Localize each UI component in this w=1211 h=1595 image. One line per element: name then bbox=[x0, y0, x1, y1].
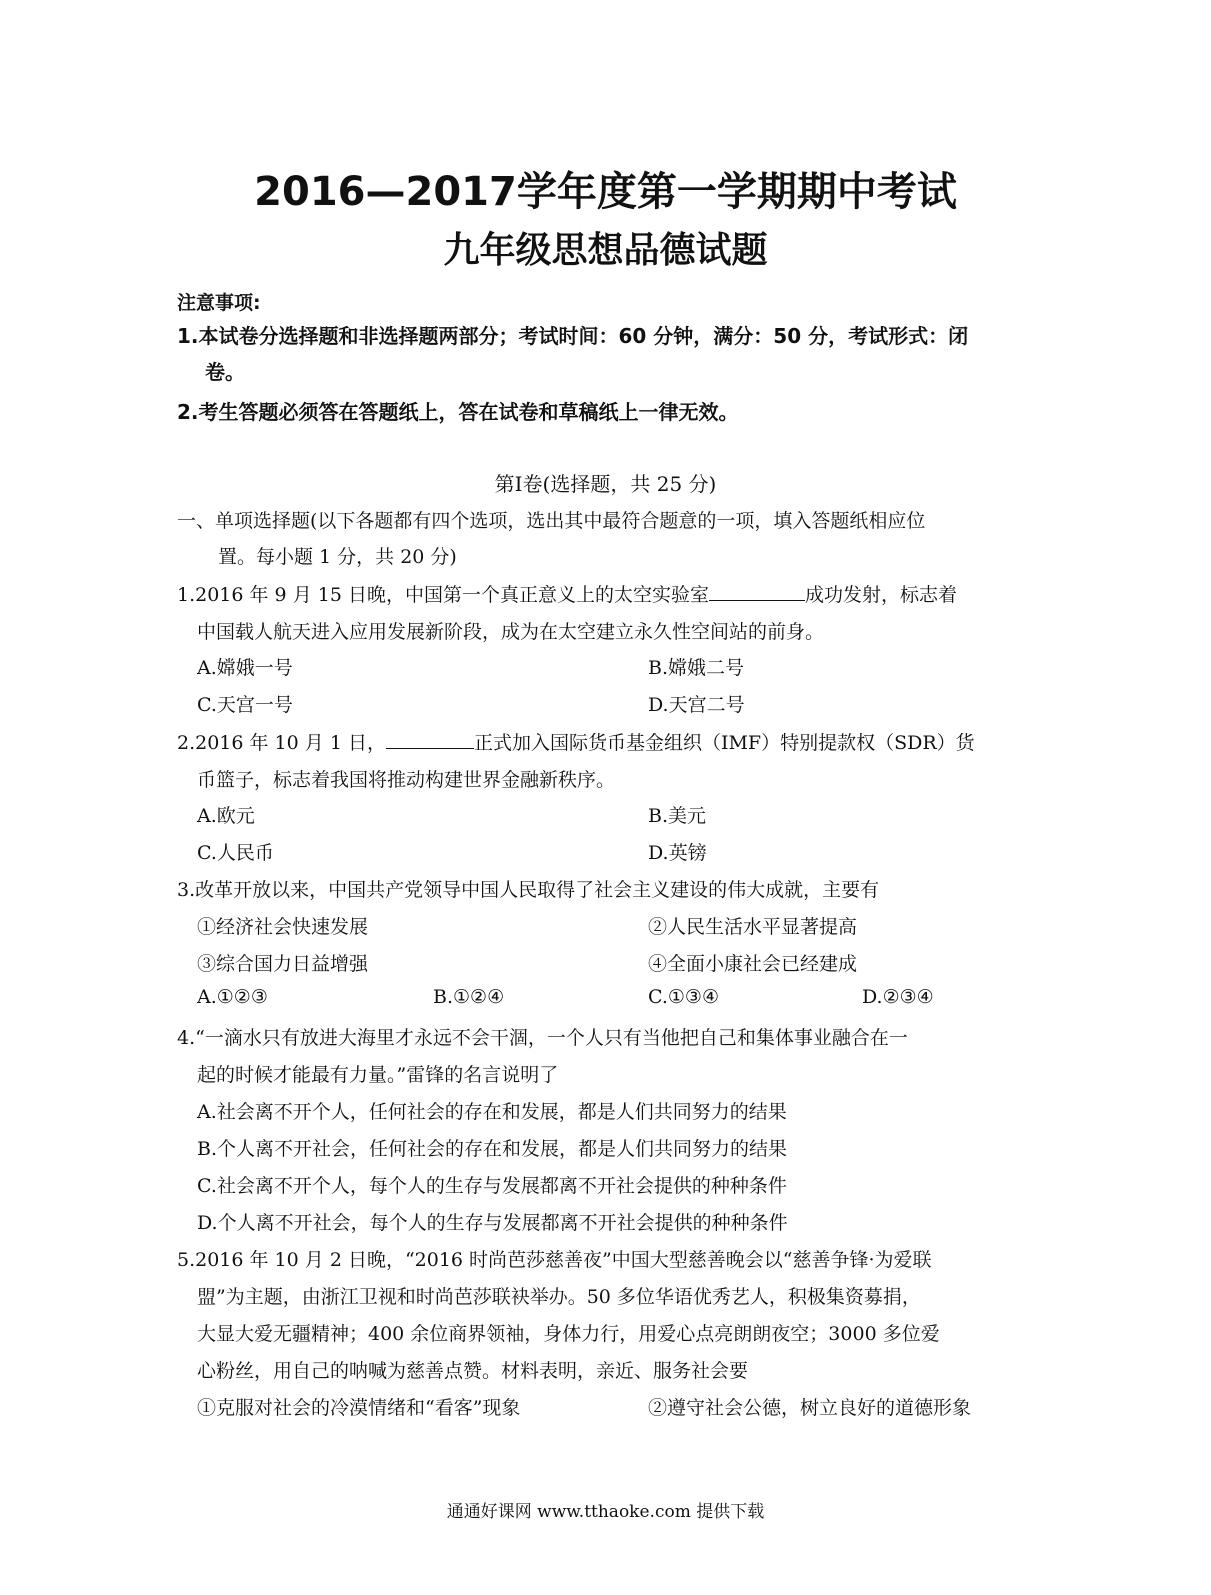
section-title: 第Ⅰ卷(选择题，共 25 分) bbox=[494, 472, 717, 496]
q1-option-c: C.天宫一号 bbox=[197, 694, 293, 716]
part1-instructions: 一、单项选择题(以下各题都有四个选项，选出其中最符合题意的一项，填入答题纸相应位 bbox=[177, 510, 926, 532]
question-2-cont: 币篮子，标志着我国将推动构建世界金融新秩序。 bbox=[197, 769, 616, 791]
question-1-text-pre: 1.2016 年 9 月 15 日晚，中国第一个真正意义上的太空实验室 bbox=[177, 584, 709, 606]
question-2-text-pre: 2.2016 年 10 月 1 日， bbox=[177, 732, 386, 754]
q4-option-b: B.个人离不开社会，任何社会的存在和发展，都是人们共同努力的结果 bbox=[197, 1138, 788, 1160]
q2-option-a: A.欧元 bbox=[197, 805, 255, 827]
page-footer: 通通好课网 www.tthaoke.com 提供下载 bbox=[446, 1502, 765, 1522]
q1-option-a: A.嫦娥一号 bbox=[197, 657, 293, 679]
exam-title: 2016—2017学年度第一学期期中考试 bbox=[254, 169, 957, 215]
question-3: 3.改革开放以来，中国共产党领导中国人民取得了社会主义建设的伟大成就，主要有 bbox=[177, 879, 880, 901]
q3-option-d: D.②③④ bbox=[862, 986, 934, 1008]
question-5: 5.2016 年 10 月 2 日晚，“2016 时尚芭莎慈善夜”中国大型慈善晚会以“慈善争锋·为爱联 bbox=[177, 1249, 932, 1271]
part1-instructions-cont: 置。每小题 1 分，共 20 分) bbox=[218, 546, 457, 568]
question-2-text-post: 正式加入国际货币基金组织（IMF）特别提款权（SDR）货 bbox=[473, 732, 975, 754]
q1-option-d: D.天宫二号 bbox=[648, 694, 745, 716]
q3-option-b: B.①②④ bbox=[433, 986, 505, 1008]
question-5-cont-2: 大显大爱无疆精神；400 余位商界领袖，身体力行，用爱心点亮朗朗夜空；3000 多位爱 bbox=[197, 1323, 940, 1345]
question-5-cont-1: 盟”为主题，由浙江卫视和时尚芭莎联袂举办。50 多位华语优秀艺人，积极集资募捐， bbox=[197, 1286, 921, 1308]
q4-option-c: C.社会离不开个人，每个人的生存与发展都离不开社会提供的种种条件 bbox=[197, 1175, 787, 1197]
notice-item-2: 2.考生答题必须答在答题纸上，答在试卷和草稿纸上一律无效。 bbox=[177, 400, 739, 424]
notice-item-1-cont: 卷。 bbox=[205, 360, 245, 384]
q5-statement-2: ②遵守社会公德，树立良好的道德形象 bbox=[648, 1397, 972, 1419]
exam-subtitle: 九年级思想品德试题 bbox=[443, 230, 768, 271]
q4-option-d: D.个人离不开社会，每个人的生存与发展都离不开社会提供的种种条件 bbox=[197, 1212, 788, 1234]
question-1-cont: 中国载人航天进入应用发展新阶段，成为在太空建立永久性空间站的前身。 bbox=[197, 621, 825, 643]
q1-option-b: B.嫦娥二号 bbox=[648, 657, 745, 679]
answer-blank bbox=[386, 730, 474, 749]
question-1 bbox=[177, 580, 957, 607]
q2-option-d: D.英镑 bbox=[648, 842, 707, 864]
q3-statement-2: ②人民生活水平显著提高 bbox=[648, 916, 858, 938]
q3-statement-1: ①经济社会快速发展 bbox=[197, 916, 369, 938]
question-4-cont: 起的时候才能最有力量。”雷锋的名言说明了 bbox=[197, 1064, 559, 1086]
q3-statement-3: ③综合国力日益增强 bbox=[197, 953, 369, 975]
q5-statement-1: ①克服对社会的冷漠情绪和“看客”现象 bbox=[197, 1397, 521, 1419]
notice-heading: 注意事项: bbox=[177, 292, 261, 314]
notice-item-1: 1.本试卷分选择题和非选择题两部分；考试时间：60 分钟，满分：50 分，考试形式：闭 bbox=[177, 324, 969, 348]
question-2 bbox=[177, 728, 975, 755]
question-5-cont-3: 心粉丝，用自己的呐喊为慈善点赞。材料表明，亲近、服务社会要 bbox=[197, 1360, 749, 1382]
q3-option-c: C.①③④ bbox=[648, 986, 719, 1008]
q2-option-b: B.美元 bbox=[648, 805, 707, 827]
q2-option-c: C.人民币 bbox=[197, 842, 274, 864]
q3-statement-4: ④全面小康社会已经建成 bbox=[648, 953, 858, 975]
question-1-text-post: 成功发射，标志着 bbox=[804, 584, 957, 606]
q3-option-a: A.①②③ bbox=[197, 986, 268, 1008]
question-4: 4.“一滴水只有放进大海里才永远不会干涸，一个人只有当他把自己和集体事业融合在一 bbox=[177, 1027, 908, 1049]
answer-blank bbox=[709, 582, 805, 601]
q4-option-a: A.社会离不开个人，任何社会的存在和发展，都是人们共同努力的结果 bbox=[197, 1101, 787, 1123]
